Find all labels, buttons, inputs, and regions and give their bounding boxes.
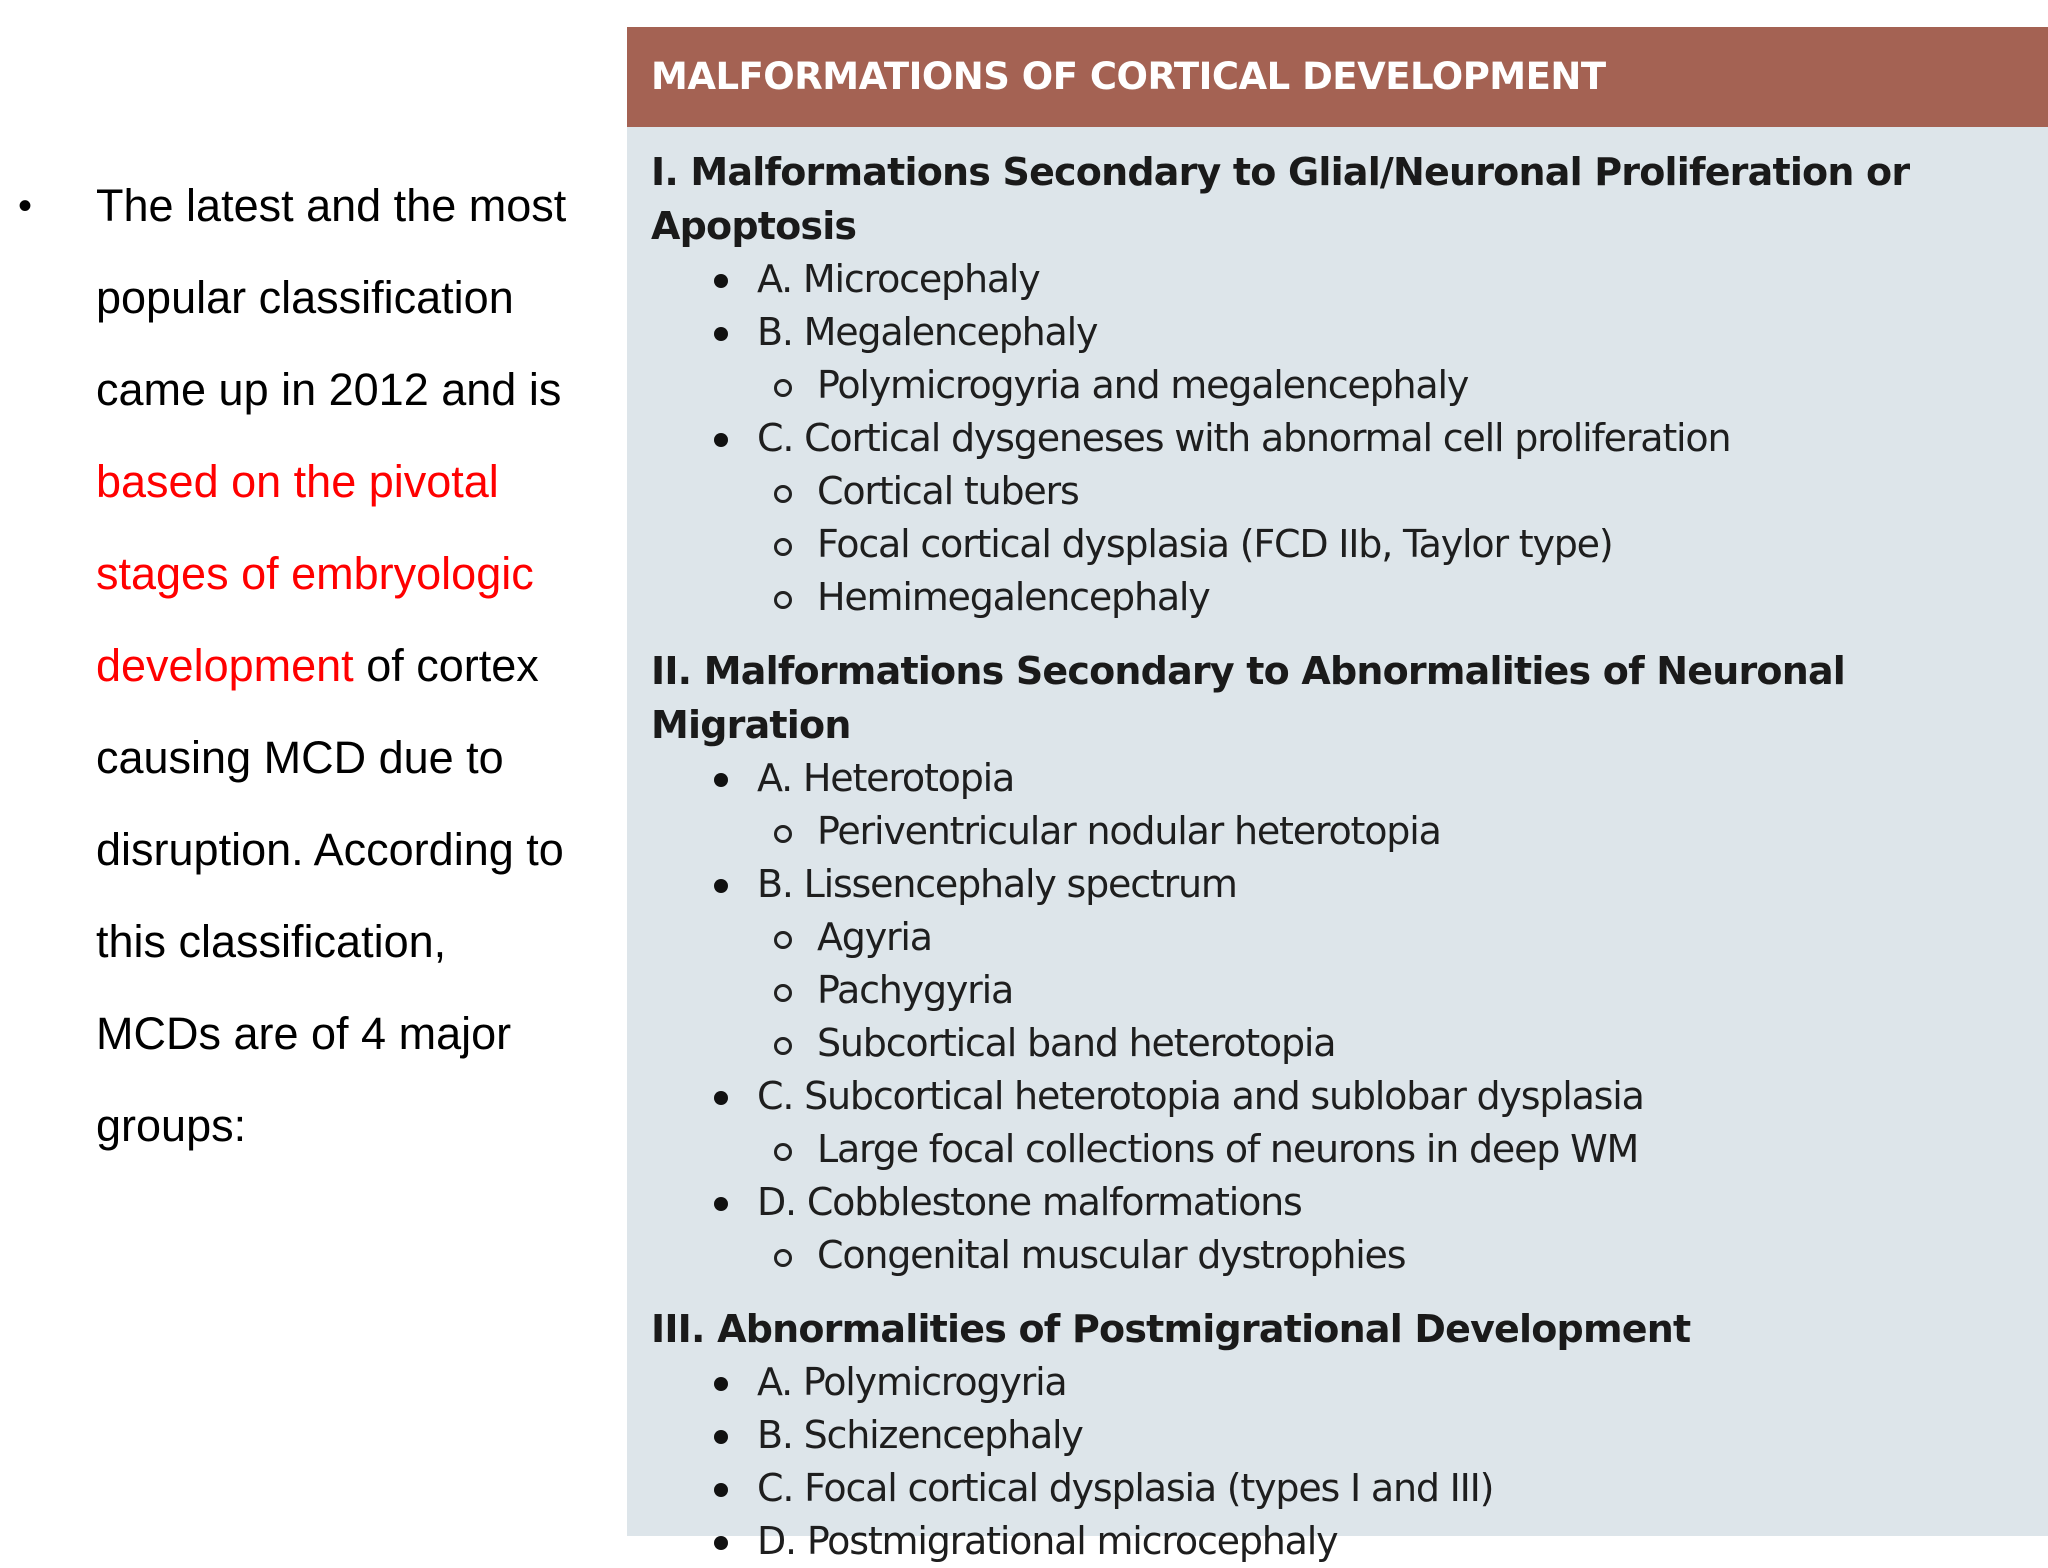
list-item: B. Megalencephaly — [651, 306, 2048, 359]
left-bullet-paragraph — [18, 160, 578, 1172]
list-item: C. Subcortical heterotopia and sublobar dysplasia — [651, 1070, 2048, 1123]
text-after: of cortex causing MCD due to disruption. According to this classification, MCDs are of 4 major groups: — [96, 640, 564, 1151]
list-item: B. Lissencephaly spectrum — [651, 858, 2048, 911]
section-title: I. Malformations Secondary to Glial/Neuronal Proliferation or Apoptosis — [651, 150, 1910, 248]
bullet-text — [96, 160, 578, 1172]
sub-list-item: Cortical tubers — [651, 465, 2048, 518]
sub-list-item: Subcortical band heterotopia — [651, 1017, 2048, 1070]
sub-list-item: Congenital muscular dystrophies — [651, 1229, 2048, 1282]
list-item: B. Schizencephaly — [651, 1409, 2048, 1462]
section-list — [651, 752, 2048, 1282]
sub-list-item: Hemimegalencephaly — [651, 571, 2048, 624]
list-item: D. Cobblestone malformations — [651, 1176, 2048, 1229]
sub-list-item: Agyria — [651, 911, 2048, 964]
sub-list-item: Focal cortical dysplasia (FCD IIb, Taylor type) — [651, 518, 2048, 571]
text-highlight: based on the pivotal stages of embryologic development — [96, 456, 534, 691]
sub-list-item: Large focal collections of neurons in deep WM — [651, 1123, 2048, 1176]
sub-list-item: Periventricular nodular heterotopia — [651, 805, 2048, 858]
sub-list-item: Polymicrogyria and megalencephaly — [651, 359, 2048, 412]
list-item: A. Microcephaly — [651, 253, 2048, 306]
table-header: MALFORMATIONS OF CORTICAL DEVELOPMENT — [627, 27, 2048, 127]
text-before: The latest and the most popular classification came up in 2012 and is — [96, 180, 567, 415]
section-gap — [651, 1282, 2048, 1302]
list-item: D. Postmigrational microcephaly — [651, 1515, 2048, 1568]
list-item: C. Cortical dysgeneses with abnormal cell proliferation — [651, 412, 2048, 465]
bullet-marker: • — [18, 184, 33, 228]
section-list — [651, 253, 2048, 624]
section-gap — [651, 624, 2048, 644]
list-item: A. Heterotopia — [651, 752, 2048, 805]
sub-list-item: Pachygyria — [651, 964, 2048, 1017]
classification-table-image — [627, 27, 2048, 1563]
section-list — [651, 1356, 2048, 1568]
table-body — [627, 127, 2048, 1568]
section-title: III. Abnormalities of Postmigrational Development — [651, 1307, 1691, 1351]
list-item: C. Focal cortical dysplasia (types I and III) — [651, 1462, 2048, 1515]
list-item: A. Polymicrogyria — [651, 1356, 2048, 1409]
section-title: II. Malformations Secondary to Abnormalities of Neuronal Migration — [651, 649, 1846, 747]
